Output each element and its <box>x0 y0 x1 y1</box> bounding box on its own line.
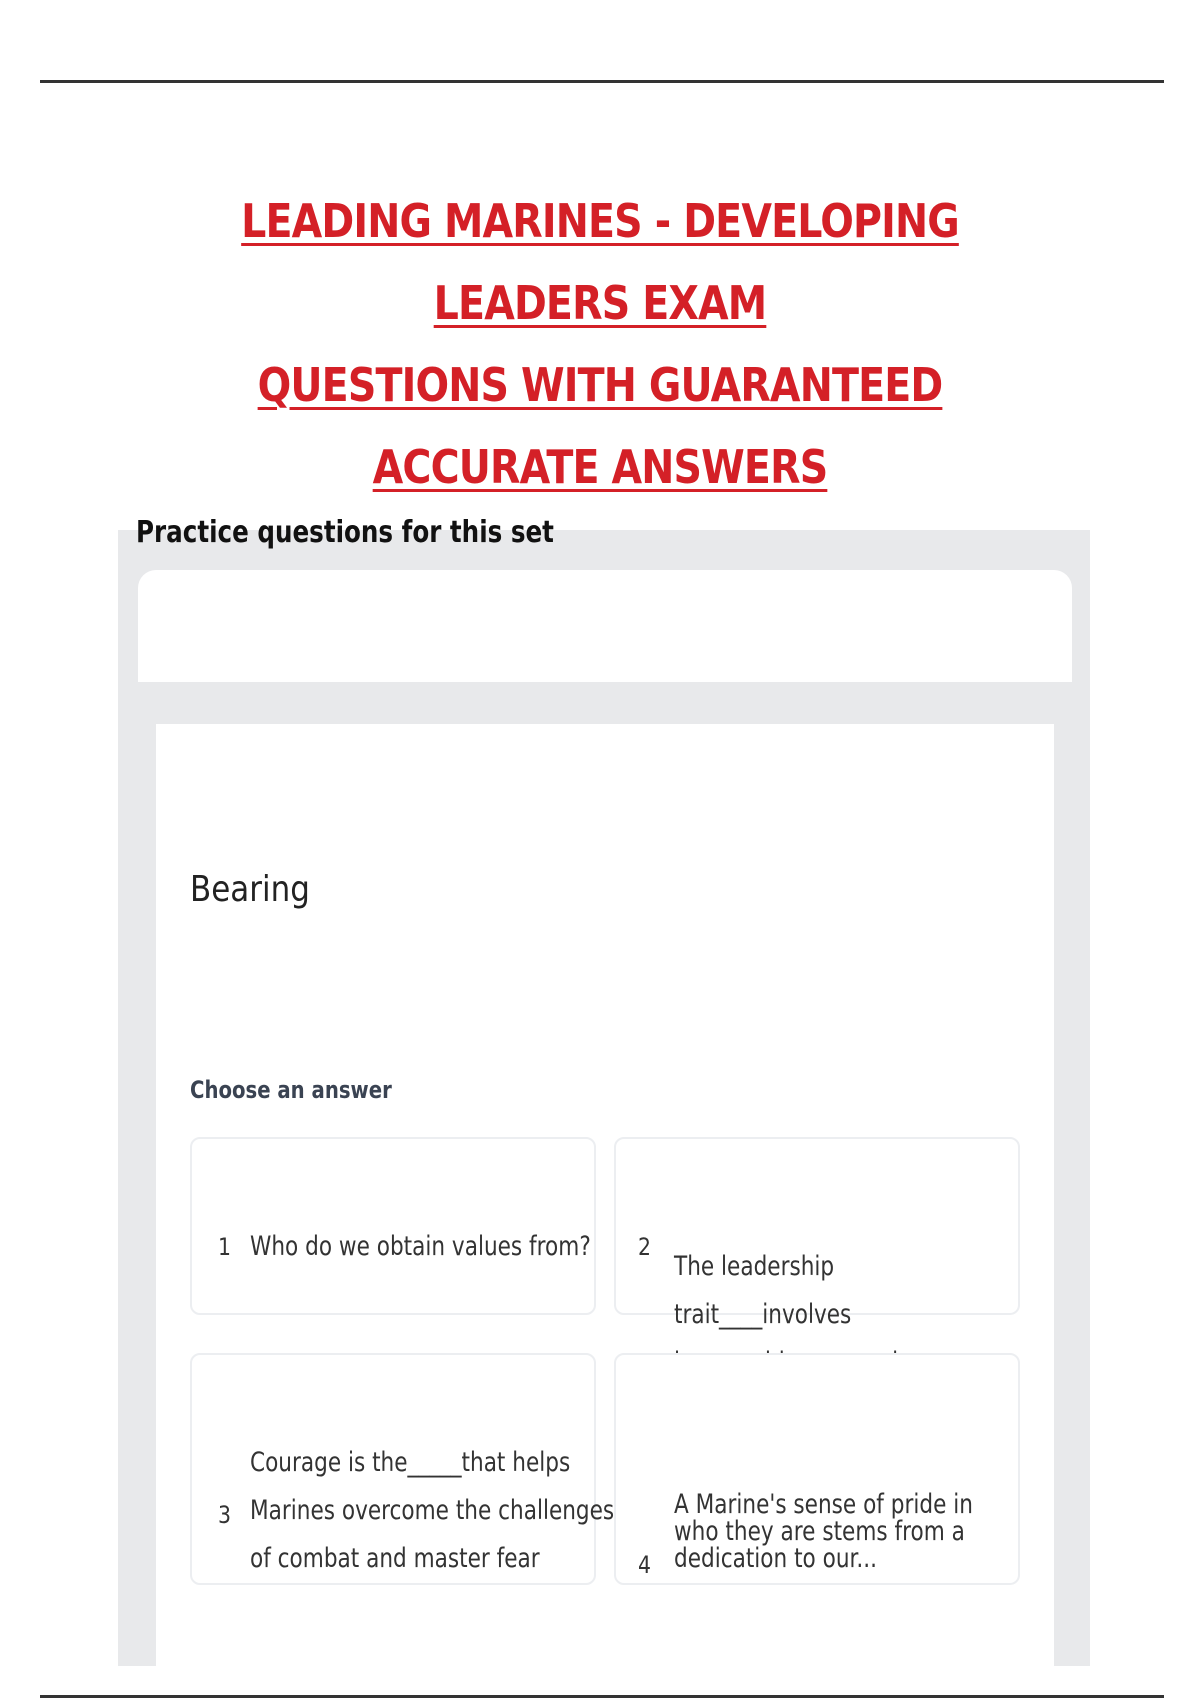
bottom-rule <box>40 1695 1164 1698</box>
choose-answer-label: Choose an answer <box>190 1076 392 1104</box>
title-line-1: LEADING MARINES - DEVELOPING LEADERS EXAM <box>241 194 959 330</box>
practice-set-heading: Practice questions for this set <box>136 515 554 550</box>
question-term: Bearing <box>190 869 310 910</box>
option-number: 2 <box>638 1233 651 1261</box>
option-text: Who do we obtain values from? <box>250 1231 591 1262</box>
option-number: 3 <box>218 1501 231 1529</box>
option-number: 1 <box>218 1233 231 1261</box>
question-card <box>156 724 1054 1666</box>
option-text: The leadership trait____involves <box>674 1251 852 1330</box>
option-text: A Marine's sense of pride in who they are stems from a dedication to our... <box>674 1489 973 1574</box>
panel-header-card <box>138 570 1072 682</box>
practice-panel <box>118 530 1090 1666</box>
answer-option-4[interactable] <box>614 1353 1020 1585</box>
answer-option-3[interactable] <box>190 1353 615 1585</box>
option-text: Courage is the_____that helps Marines overcome the challenges of combat and master fear <box>250 1447 615 1574</box>
top-rule <box>40 80 1164 83</box>
answer-option-2[interactable] <box>614 1137 1020 1330</box>
answer-option-1[interactable] <box>190 1137 596 1315</box>
title-line-2: QUESTIONS WITH GUARANTEED ACCURATE ANSWERS <box>257 358 943 494</box>
option-number: 4 <box>638 1551 651 1579</box>
